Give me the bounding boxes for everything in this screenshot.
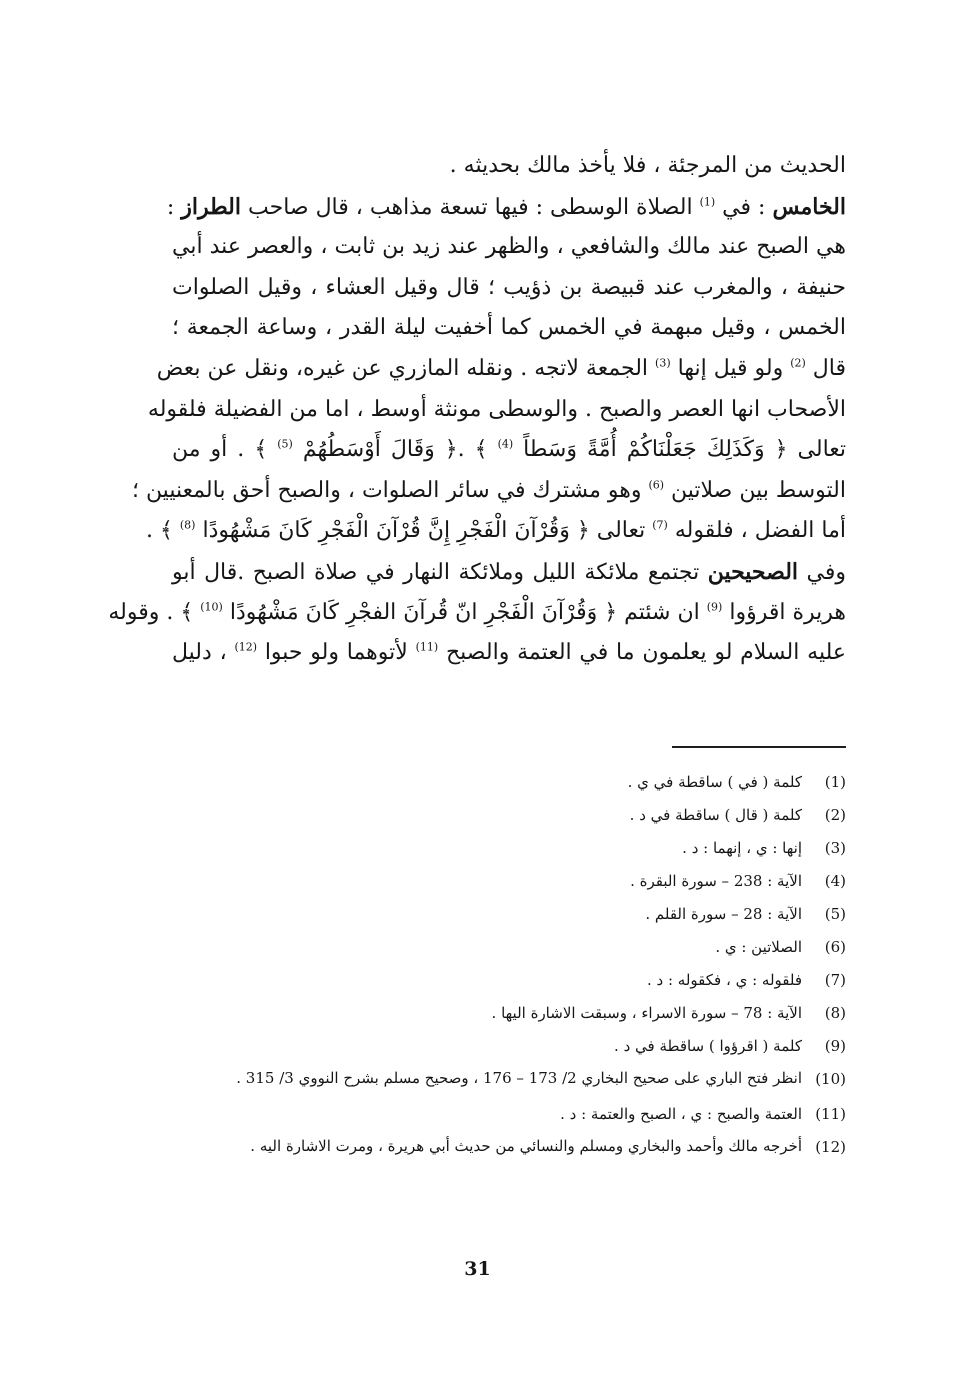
page-number: 31 bbox=[464, 1258, 491, 1280]
footnote-number: (1) bbox=[824, 773, 846, 791]
text-line: حنيفة ، والمغرب عند قبيصة بن ذؤيب ؛ قال وقيل العشاء ، وقيل الصلوات bbox=[172, 274, 846, 300]
footnote-text: الصلاتين : ي . bbox=[715, 938, 802, 956]
footnote-marker: (1) bbox=[699, 195, 716, 209]
footnote-number: (9) bbox=[824, 1037, 846, 1055]
footnote-item bbox=[190, 1131, 846, 1164]
footnote-marker: (10) bbox=[200, 600, 223, 614]
footnote-item bbox=[190, 865, 846, 898]
footnote-marker: (2) bbox=[790, 356, 806, 370]
footnote-number: (11) bbox=[815, 1105, 846, 1123]
footnote-item bbox=[190, 1098, 846, 1131]
footnote-marker: (9) bbox=[706, 600, 723, 614]
text-line: الخامس : في $^{(1)}$ الصلاة الوسطى : فيها تسعة مذاهب ، قال صاحب الطراز : bbox=[166, 193, 846, 220]
footnote-marker: (4) bbox=[497, 437, 514, 451]
footnote-text: العتمة والصبح : ي ، الصبح والعتمة : د . bbox=[560, 1105, 802, 1123]
footnote-text: أخرجه مالك وأحمد والبخاري ومسلم والنسائي من حديث أبي هريرة ، ومرت الاشارة اليه . bbox=[250, 1137, 802, 1155]
text-line: الحديث من المرجئة ، فلا يأخذ مالك بحديثه . bbox=[449, 153, 846, 178]
footnote-marker: (12) bbox=[234, 640, 258, 654]
footnote-text: انظر فتح الباري على صحيح البخاري 2/ 173 – 176 ، وصحيح مسلم بشرح النووي 3/ 315 . bbox=[236, 1069, 802, 1087]
footnote-item bbox=[190, 1030, 846, 1063]
footnote-item bbox=[190, 766, 846, 799]
footnote-text: إنها : ي ، إنهما : د . bbox=[682, 839, 802, 857]
main-text bbox=[108, 146, 847, 674]
footnote-text: كلمة ( قال ) ساقطة في د . bbox=[629, 806, 802, 824]
text-line: قال $^{(2)}$ ولو قيل إنها $^{(3)}$ الجمعة لاتجه . ونقله المازري عن غيره، ونقل عن بعض bbox=[156, 355, 846, 381]
footnote-text: فلقوله : ي ، فكقوله : د . bbox=[646, 971, 802, 989]
bold-term: الطراز bbox=[181, 193, 241, 220]
footnote-text: الآية : 28 – سورة القلم . bbox=[645, 905, 802, 923]
footnote-item bbox=[190, 997, 846, 1030]
bold-term: الخامس bbox=[772, 193, 846, 220]
footnote-number: (2) bbox=[824, 806, 846, 824]
text-line: هريرة اقرؤوا $^{(9)}$ ان شئتم ﴿ وَقُرْآنَ الْفَجْرِ انّ قُرآنَ الفجْرِ كَانَ مَشْهُودًا $^{(10)}$ ﴾ . وقوله bbox=[108, 599, 846, 625]
footnote-number: (12) bbox=[815, 1138, 846, 1156]
text-line: التوسط بين صلاتين $^{(6)}$ وهو مشترك في سائر الصلوات ، والصبح أحق بالمعنيين ؛ bbox=[131, 477, 846, 503]
text-line: وفي الصحيحين تجتمع ملائكة الليل وملائكة النهار في صلاة الصبح .قال أبو bbox=[172, 558, 846, 585]
footnote-marker: (8) bbox=[179, 519, 196, 533]
footnote-item bbox=[190, 931, 846, 964]
footnote-item bbox=[190, 964, 846, 997]
footnote-number: (5) bbox=[824, 905, 846, 923]
footnote-marker: (11) bbox=[415, 640, 439, 654]
footnote-marker: (6) bbox=[648, 478, 665, 492]
text-line: هي الصبح عند مالك والشافعي ، والظهر عند زيد بن ثابت ، والعصر عند أبي bbox=[172, 234, 846, 260]
text-line: الخمس ، وقيل مبهمة في الخمس كما أخفيت ليلة القدر ، وساعة الجمعة ؛ bbox=[172, 315, 846, 341]
footnote-separator bbox=[672, 746, 846, 748]
footnote-marker: (5) bbox=[277, 437, 293, 451]
text-line: الأصحاب انها العصر والصبح . والوسطى مونثة أوسط ، اما من الفضيلة فلقوله bbox=[147, 396, 846, 422]
footnote-item bbox=[190, 1063, 846, 1096]
footnote-number: (8) bbox=[824, 1004, 846, 1022]
bold-term: الصحيحين bbox=[707, 558, 799, 585]
footnote-marker: (3) bbox=[655, 356, 671, 370]
footnote-number: (6) bbox=[824, 938, 846, 956]
footnote-number: (3) bbox=[824, 839, 846, 857]
footnote-text: الآية : 238 – سورة البقرة . bbox=[630, 872, 802, 890]
footnote-marker: (7) bbox=[652, 519, 668, 533]
footnote-text: كلمة ( في ) ساقطة في ي . bbox=[627, 773, 802, 791]
text-line: عليه السلام لو يعلمون ما في العتمة والصبح $^{(11)}$ لأتوهما ولو حبوا $^{(12)}$ ، دليل bbox=[172, 640, 846, 666]
footnote-item bbox=[190, 832, 846, 865]
footnotes-list bbox=[190, 766, 846, 1166]
footnote-text: كلمة ( اقرؤوا ) ساقطة في د . bbox=[614, 1037, 802, 1055]
footnote-number: (4) bbox=[824, 872, 846, 890]
footnote-text: الآية : 78 – سورة الاسراء ، وسبقت الاشارة اليها . bbox=[491, 1004, 802, 1022]
footnote-item bbox=[190, 799, 846, 832]
footnote-number: (7) bbox=[824, 971, 846, 989]
footnote-item bbox=[190, 898, 846, 931]
text-line: أما الفضل ، فلقوله $^{(7)}$ تعالى ﴿ وَقُرْآنَ الْفَجْرِ إِنَّ قُرْآنَ الْفَجْرِ كَانَ مَشْهُودًا $^{(8)}$ ﴾ . bbox=[146, 518, 846, 544]
footnote-number: (10) bbox=[815, 1070, 846, 1088]
text-line: تعالى ﴿ وَكَذَلِكَ جَعَلْنَاكُمْ أُمَّةً وَسَطاً $^{(4)}$ ﴾ .﴿ وَقَالَ أَوْسَطُهُمْ $^{(5)}$ ﴾ . أو من bbox=[172, 437, 847, 463]
